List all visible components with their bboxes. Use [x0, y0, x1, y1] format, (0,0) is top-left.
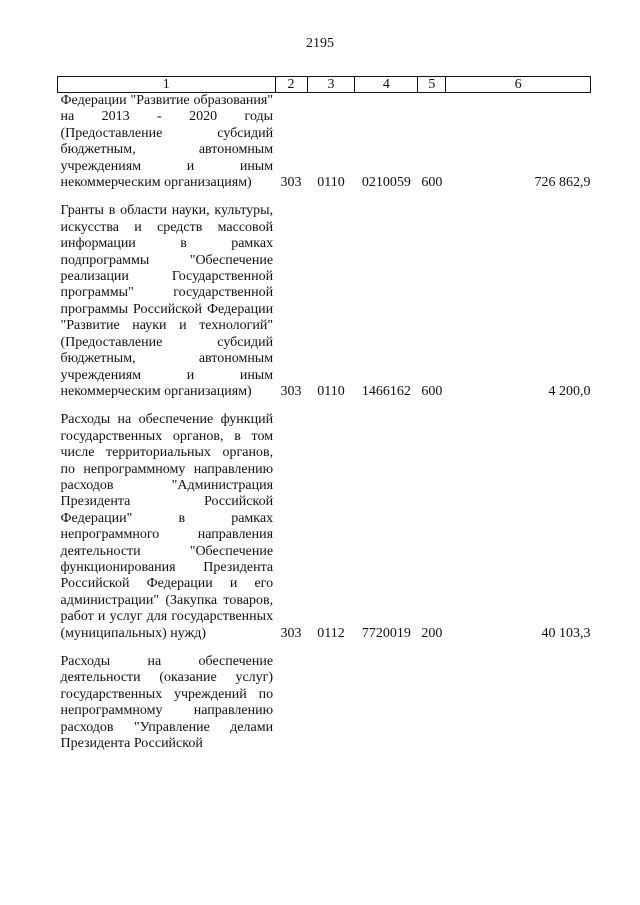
row-description-text: Расходы на обеспечение деятельности (оказание услуг) государственных учреждений по непрограммному направлению расходов "Управление делами Президента Российской [60, 654, 274, 752]
row-description-text: Расходы на обеспечение функций государственных органов, в том числе территориальных органов, по непрограммному направлению расходов "Администрация Президента Российской Федерации" в рамках непрограммного направления деятельности "Обеспечение функционирования Президента Российской Федерации и его администрации" (Закупка товаров, работ и услуг для государственных (муниципальных) нужд) [60, 412, 274, 641]
row-col-4: 7720019 [361, 625, 411, 641]
header-col-1: 1 [58, 77, 276, 93]
table-row [58, 93, 591, 192]
row-amount [446, 654, 591, 752]
row-description [58, 203, 276, 400]
table-row [58, 654, 591, 752]
table-header [58, 77, 591, 93]
table-row [58, 412, 591, 642]
row-col-5 [418, 654, 446, 752]
row-description [58, 654, 276, 752]
row-description [58, 412, 276, 642]
row-gap [58, 400, 591, 412]
row-description-text: Федерации "Развитие образования" на 2013 - 2020 годы (Предоставление субсидий бюджетным, автономным учреждениям и иным некоммерческим организациям) [60, 93, 274, 191]
row-col-5: 600 [421, 383, 443, 399]
row-col-3: 0112 [317, 625, 345, 641]
row-amount: 726 862,9 [534, 175, 591, 191]
header-col-2: 2 [275, 77, 307, 93]
header-row [58, 77, 591, 93]
row-col-2 [275, 654, 307, 752]
row-description [58, 93, 276, 192]
row-gap [58, 191, 591, 203]
header-col-4: 4 [355, 77, 418, 93]
row-amount: 4 200,0 [548, 383, 591, 399]
row-description-text: Гранты в области науки, культуры, искусства и средств массовой информации в рамках подпрограммы "Обеспечение реализации Государственной программы" государственной программы Российской Федерации "Развитие науки и технологий" (Предоставление субсидий бюджетным, автономным учреждениям и иным некоммерческим организациям) [60, 203, 274, 399]
page-number: 2195 [306, 36, 334, 51]
row-col-2: 303 [280, 625, 302, 641]
row-col-2: 303 [280, 175, 302, 191]
budget-table [57, 76, 591, 752]
row-col-4 [355, 654, 418, 752]
row-col-5: 600 [421, 175, 443, 191]
table-body [58, 93, 591, 753]
row-amount: 40 103,3 [541, 625, 591, 641]
row-col-3: 0110 [317, 175, 345, 191]
row-col-3: 0110 [317, 383, 345, 399]
header-col-3: 3 [307, 77, 355, 93]
table-row [58, 203, 591, 400]
row-gap [58, 642, 591, 654]
row-col-3 [307, 654, 355, 752]
row-col-4: 0210059 [361, 175, 411, 191]
header-col-6: 6 [446, 77, 591, 93]
row-col-4: 1466162 [361, 383, 411, 399]
row-col-5: 200 [421, 625, 443, 641]
header-col-5: 5 [418, 77, 446, 93]
row-col-2: 303 [280, 383, 302, 399]
